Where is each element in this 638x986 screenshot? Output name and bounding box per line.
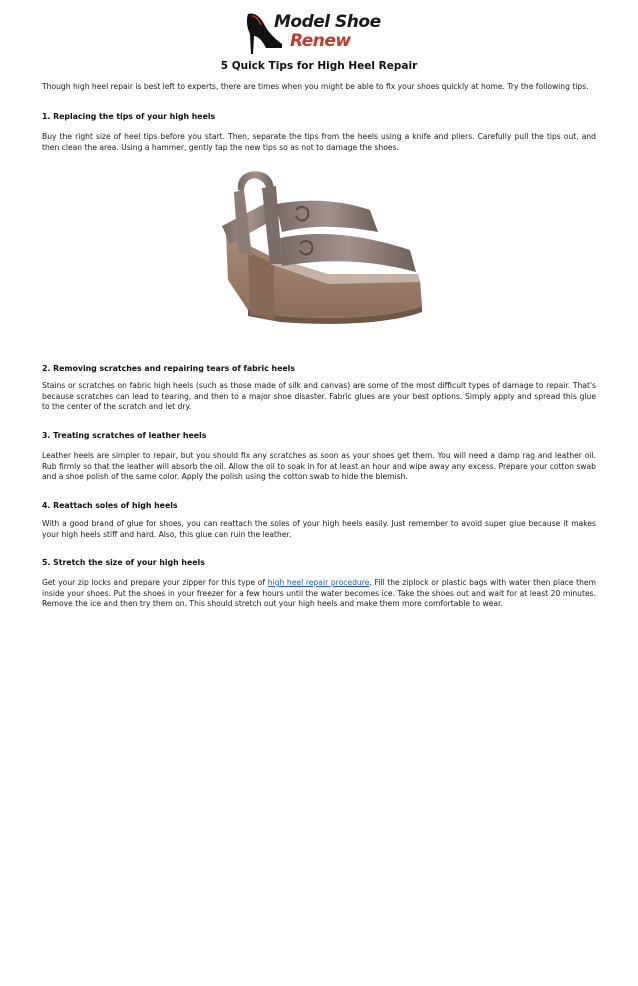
section-3-body: Leather heels are simpler to repair, but you should fix any scratches as soon as your shoes get them. You will need a damp rag and leather oil. Rub firmly so that the leather will absorb the oil. Allow the oil to soak in for at least an hour and wipe away any excess. Prepare your cotton swab and a shoe polish of the same color. Apply the polish using the cotton swab to hide the blemish. — [42, 451, 596, 482]
section-1-body: Buy the right size of heel tips before you start. Then, separate the tips from the heels using a knife and pliers. Carefully pull the tips out, and then clean the area. Using a hammer, gently tap the new tips so as not to damage the shoes. — [42, 132, 596, 152]
wedge-sandal-photo — [210, 160, 432, 336]
logo-text-model-shoe: Model Shoe — [274, 12, 381, 32]
section-3-heading: 3. Treating scratches of leather heels — [42, 431, 207, 440]
site-logo[interactable] — [244, 10, 381, 56]
section-5-heading: 5. Stretch the size of your high heels — [42, 558, 205, 567]
section-4-body: With a good brand of glue for shoes, you can reattach the soles of your high heels easily. Just remember to avoid super glue because it makes your high heels stiff and hard. Also, this glue can ruin the leather. — [42, 519, 596, 539]
section-4-heading: 4. Reattach soles of high heels — [42, 501, 178, 510]
intro-paragraph: Though high heel repair is best left to experts, there are times when you might be able to fix your shoes quickly at home. Try the following tips. — [42, 82, 589, 91]
section-5-body-end: . Fill the ziplock or plastic bags with water then place them inside your shoes. Put the shoes in your freezer for a few hours until the water becomes ice. Take the shoes out and wait for at least 20 minutes. Remove the ice and then try them on. This should stretch out your high heels and make them more comfortable to wear. — [42, 578, 596, 609]
logo-text-renew: Renew — [290, 31, 351, 51]
section-5-body — [42, 578, 596, 610]
section-1-heading: 1. Replacing the tips of your high heels — [42, 112, 216, 121]
high-heel-repair-link[interactable]: high heel repair procedure — [267, 578, 370, 587]
section-2-body: Stains or scratches on fabric high heels (such as those made of silk and canvas) are some of the most difficult types of damage to repair. That's because scratches can lead to tearing, and then to a major shoe disaster. Fabric glues are your best options. Simply apply and spread this glue to the center of the scratch and let dry. — [42, 381, 596, 412]
section-5-body-start: Get your zip locks and prepare your zipper for this type of — [42, 578, 268, 587]
section-2-heading: 2. Removing scratches and repairing tears of fabric heels — [42, 364, 295, 373]
page-title: 5 Quick Tips for High Heel Repair — [220, 60, 418, 72]
